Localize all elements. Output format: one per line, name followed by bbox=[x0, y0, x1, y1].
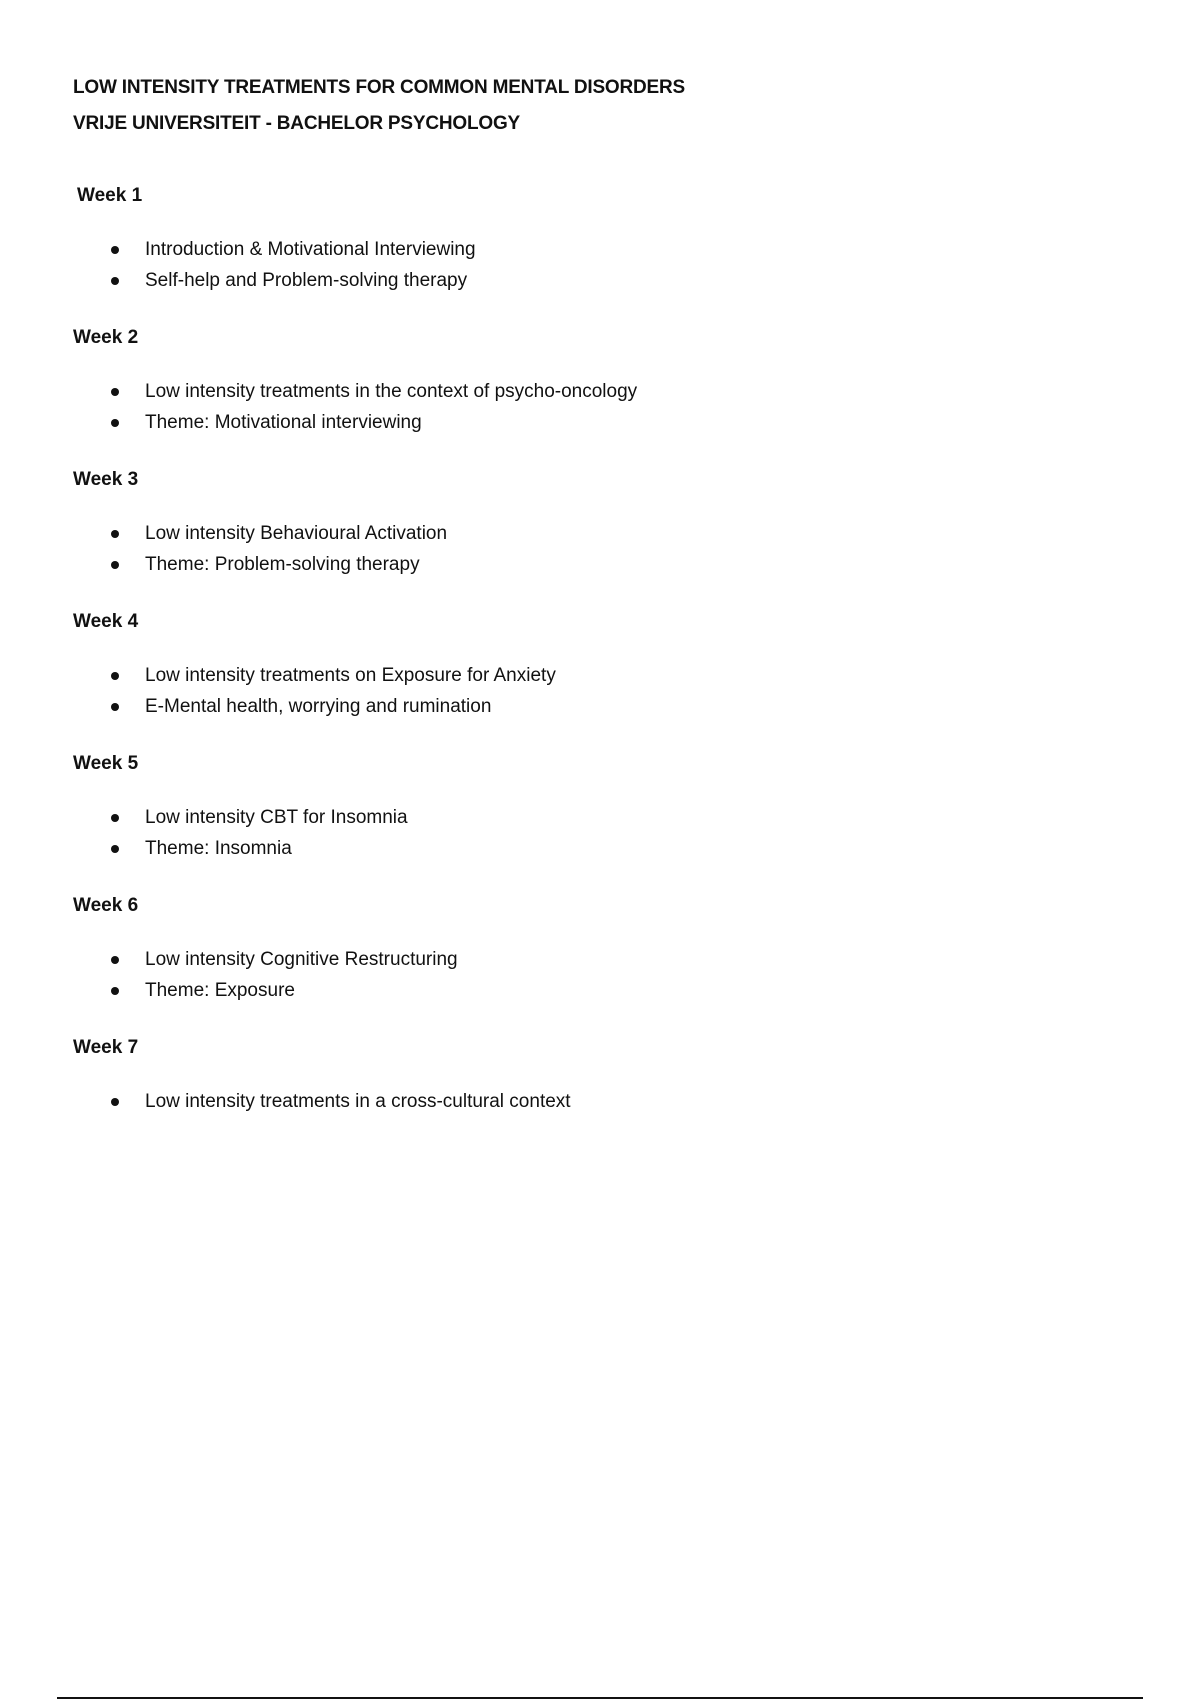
week-title: Week 6 bbox=[73, 895, 139, 916]
topic-text: Low intensity Cognitive Restructuring bbox=[145, 949, 458, 970]
topic-list bbox=[73, 382, 1073, 433]
week-section bbox=[73, 1038, 1073, 1180]
week-section bbox=[73, 896, 1073, 1038]
topic-text: Theme: Problem-solving therapy bbox=[145, 554, 420, 575]
topic-item bbox=[73, 666, 1073, 686]
topic-item bbox=[73, 382, 1073, 402]
topic-item bbox=[73, 808, 1073, 828]
bullet-icon bbox=[111, 388, 119, 396]
topic-item bbox=[73, 271, 1073, 291]
topic-text: E-Mental health, worrying and rumination bbox=[145, 696, 492, 717]
topic-item bbox=[73, 839, 1073, 859]
week-title: Week 4 bbox=[73, 611, 139, 632]
document-header bbox=[73, 78, 685, 150]
topic-item bbox=[73, 240, 1073, 260]
topic-text: Low intensity treatments in the context of psycho-oncology bbox=[145, 381, 638, 402]
topic-item bbox=[73, 413, 1073, 433]
week-title: Week 3 bbox=[73, 469, 139, 490]
topic-list bbox=[73, 524, 1073, 575]
bullet-icon bbox=[111, 956, 119, 964]
week-list bbox=[73, 186, 1073, 1180]
bullet-icon bbox=[111, 246, 119, 254]
topic-item bbox=[73, 981, 1073, 1001]
topic-text: Low intensity treatments on Exposure for Anxiety bbox=[145, 665, 556, 686]
topic-list bbox=[73, 950, 1073, 1001]
bullet-icon bbox=[111, 277, 119, 285]
topic-item bbox=[73, 555, 1073, 575]
page-bottom-rule bbox=[57, 1697, 1143, 1699]
document-title: LOW INTENSITY TREATMENTS FOR COMMON MENTAL DISORDERS bbox=[73, 77, 686, 98]
topic-text: Theme: Exposure bbox=[145, 980, 295, 1001]
topic-item bbox=[73, 697, 1073, 717]
topic-item bbox=[73, 524, 1073, 544]
topic-list bbox=[73, 1092, 1073, 1112]
topic-text: Theme: Insomnia bbox=[145, 838, 292, 859]
bullet-icon bbox=[111, 845, 119, 853]
topic-text: Self-help and Problem-solving therapy bbox=[145, 270, 468, 291]
bullet-icon bbox=[111, 987, 119, 995]
week-section bbox=[73, 470, 1073, 612]
week-title: Week 1 bbox=[77, 185, 143, 206]
topic-text: Low intensity Behavioural Activation bbox=[145, 523, 448, 544]
week-title: Week 2 bbox=[73, 327, 139, 348]
document-subtitle: VRIJE UNIVERSITEIT - BACHELOR PSYCHOLOGY bbox=[73, 113, 520, 134]
topic-item bbox=[73, 1092, 1073, 1112]
week-title: Week 5 bbox=[73, 753, 139, 774]
topic-text: Low intensity CBT for Insomnia bbox=[145, 807, 408, 828]
topic-text: Introduction & Motivational Interviewing bbox=[145, 239, 476, 260]
week-section bbox=[73, 754, 1073, 896]
bullet-icon bbox=[111, 703, 119, 711]
topic-item bbox=[73, 950, 1073, 970]
topic-text: Theme: Motivational interviewing bbox=[145, 412, 422, 433]
topic-list bbox=[73, 240, 1073, 291]
topic-list bbox=[73, 808, 1073, 859]
bullet-icon bbox=[111, 419, 119, 427]
topic-list bbox=[73, 666, 1073, 717]
topic-text: Low intensity treatments in a cross-cultural context bbox=[145, 1091, 571, 1112]
bullet-icon bbox=[111, 530, 119, 538]
bullet-icon bbox=[111, 1098, 119, 1106]
bullet-icon bbox=[111, 672, 119, 680]
week-section bbox=[73, 186, 1073, 328]
week-title: Week 7 bbox=[73, 1037, 139, 1058]
week-section bbox=[73, 612, 1073, 754]
bullet-icon bbox=[111, 561, 119, 569]
bullet-icon bbox=[111, 814, 119, 822]
week-section bbox=[73, 328, 1073, 470]
